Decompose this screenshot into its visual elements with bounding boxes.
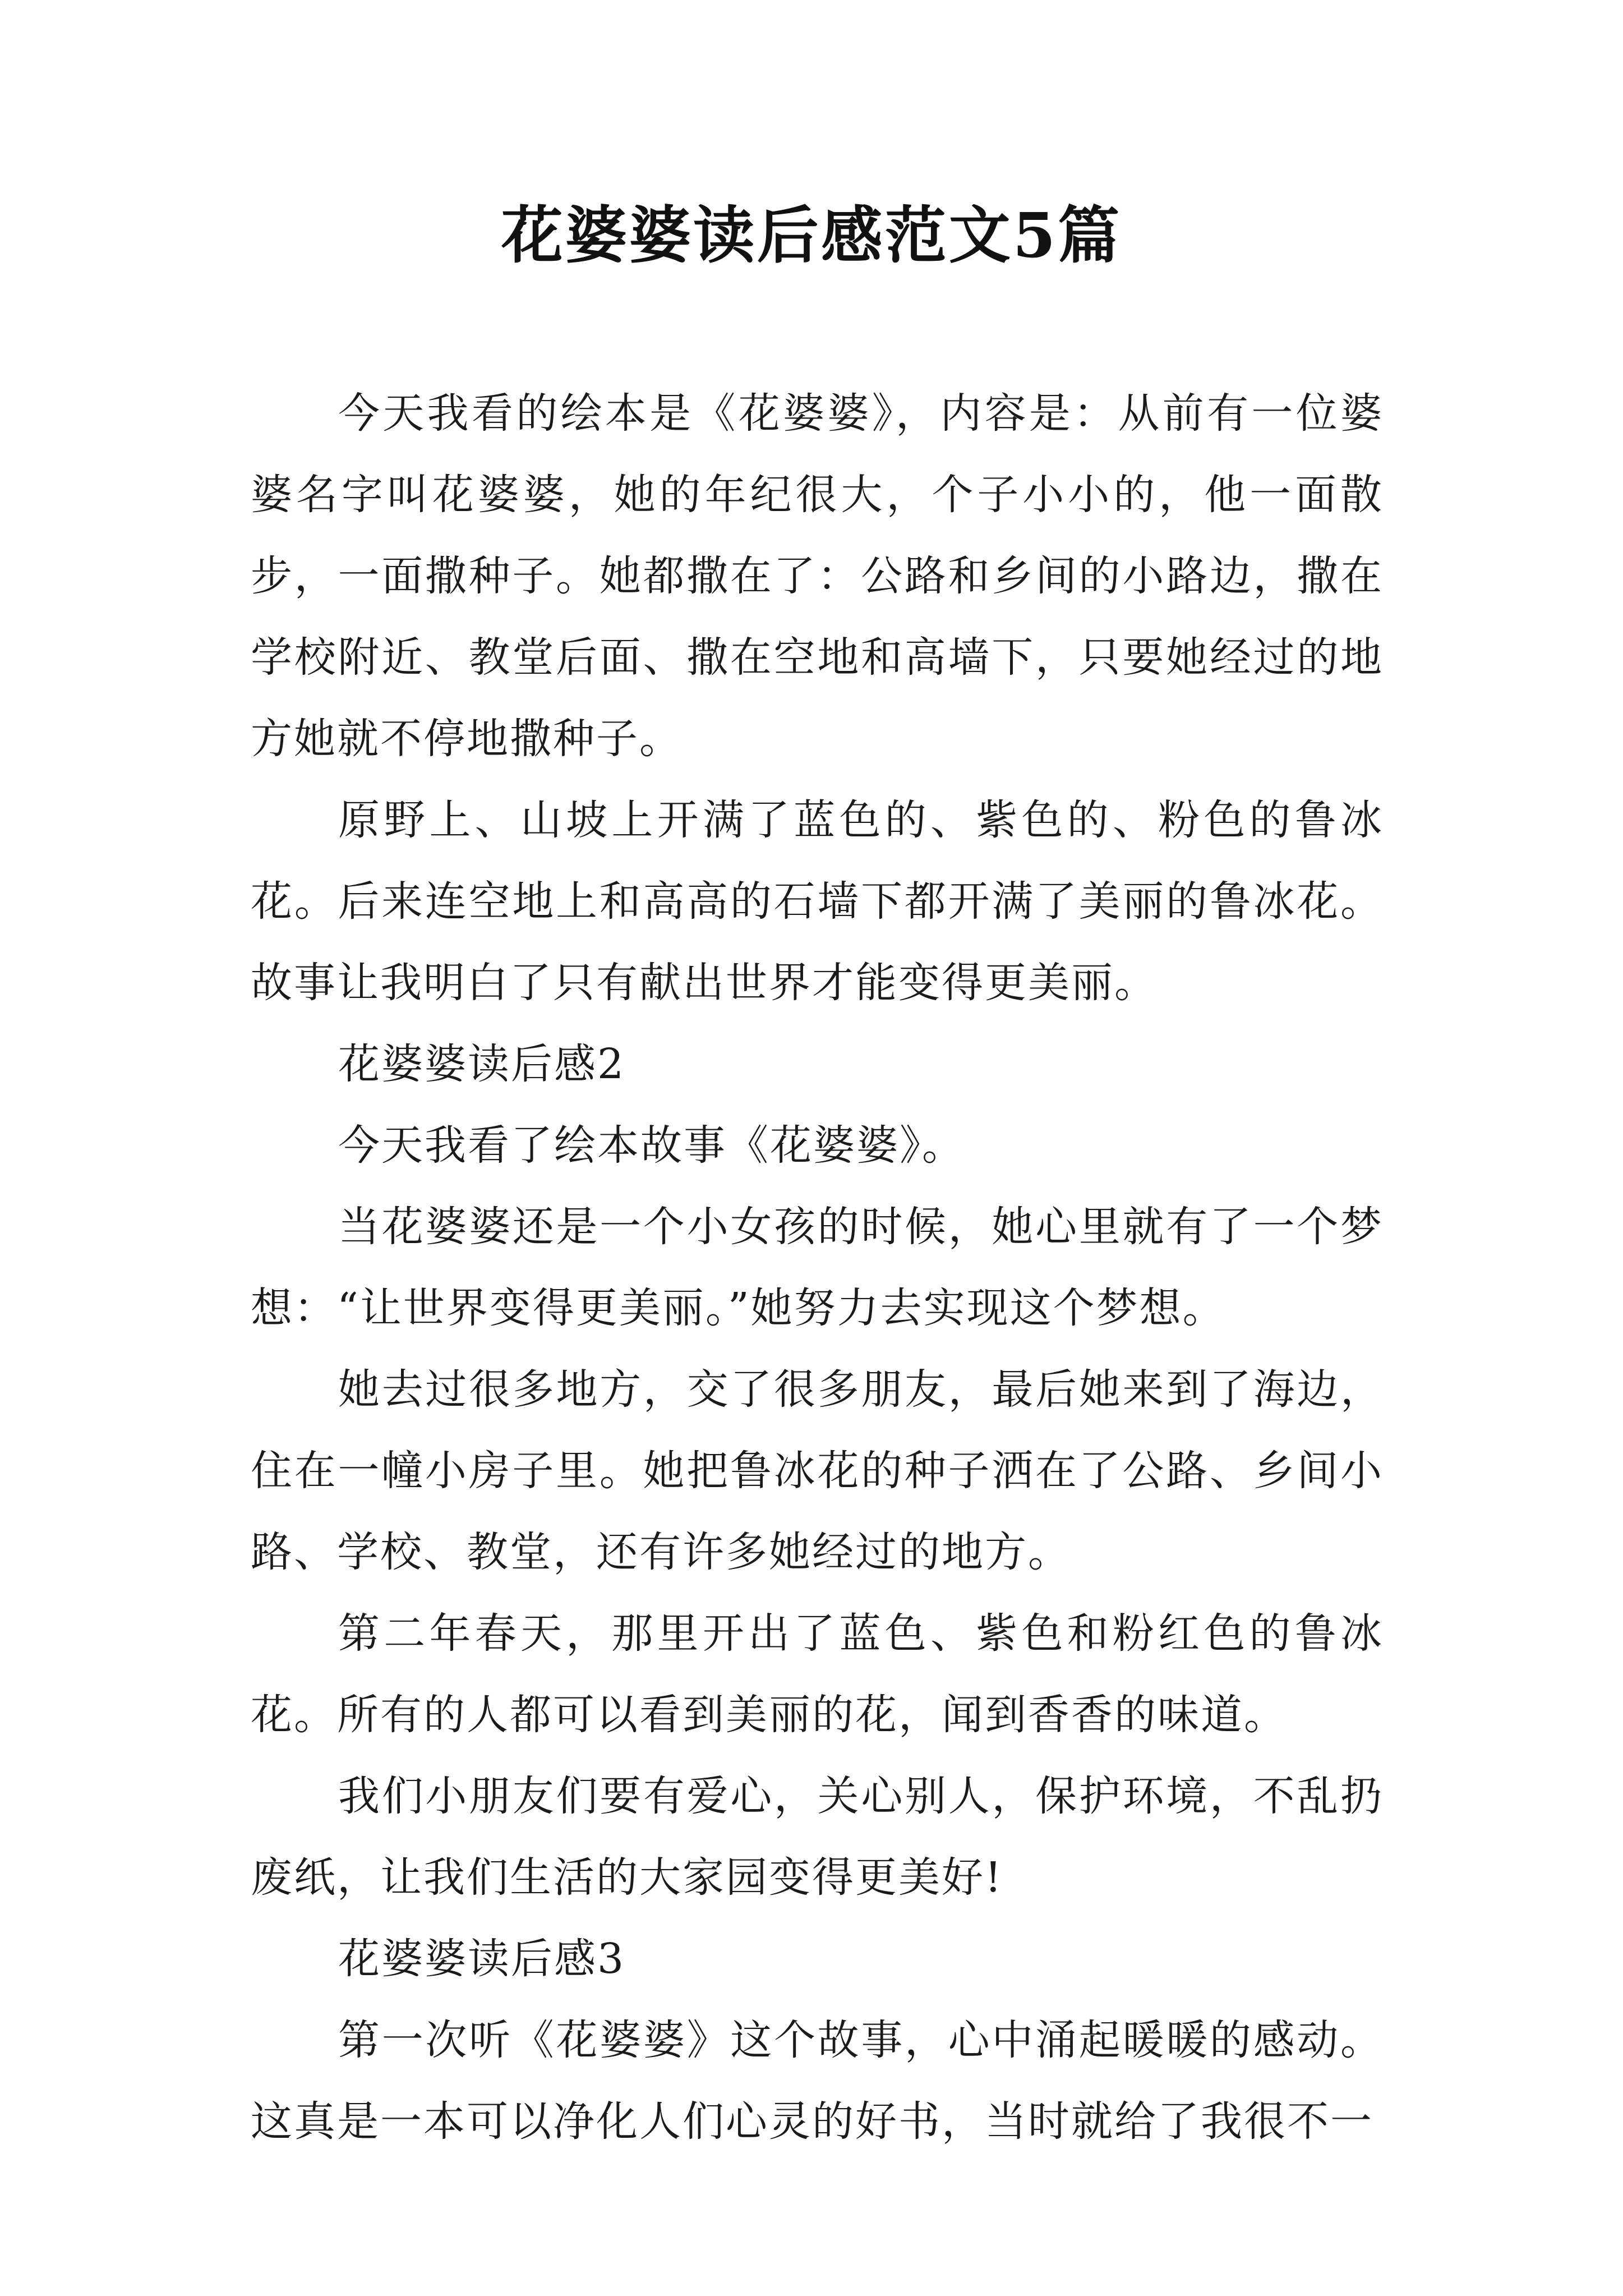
- paragraph: 她去过很多地方，交了很多朋友，最后她来到了海边，住在一幢小房子里。她把鲁冰花的种子洒在了公路、乡间小路、学校、教堂，还有许多她经过的地方。: [251, 1365, 1384, 1576]
- paragraph: 我们小朋友们要有爱心，关心别人，保护环境，不乱扔废纸，让我们生活的大家园变得更美好!: [251, 1772, 1384, 1902]
- document-title: 花婆婆读后感范文5篇: [501, 199, 1122, 272]
- paragraph: 今天我看的绘本是《花婆婆》，内容是：从前有一位婆婆名字叫花婆婆，她的年纪很大，个子小小的，他一面散步，一面撒种子。她都撒在了：公路和乡间的小路边，撒在学校附近、教堂后面、撒在空地和高墙下，只要她经过的地方她就不停地撒种子。: [251, 389, 1384, 763]
- paragraph: 当花婆婆还是一个小女孩的时候，她心里就有了一个梦想：“让世界变得更美丽。”她努力去实现这个梦想。: [251, 1203, 1384, 1332]
- section-heading: 花婆婆读后感3: [338, 1935, 626, 1983]
- paragraph: 第二年春天，那里开出了蓝色、紫色和粉红色的鲁冰花。所有的人都可以看到美丽的花，闻到香香的味道。: [251, 1609, 1384, 1739]
- section-heading: 花婆婆读后感2: [338, 1040, 626, 1088]
- document-body: [251, 373, 1384, 2162]
- paragraph: 今天我看了绘本故事《花婆婆》。: [338, 1121, 965, 1170]
- paragraph: 第一次听《花婆婆》这个故事，心中涌起暖暖的感动。这真是一本可以净化人们心灵的好书，当时就给了我很不一: [251, 2016, 1384, 2146]
- paragraph: 原野上、山坡上开满了蓝色的、紫色的、粉色的鲁冰花。后来连空地上和高高的石墙下都开满了美丽的鲁冰花。故事让我明白了只有献出世界才能变得更美丽。: [251, 796, 1384, 1007]
